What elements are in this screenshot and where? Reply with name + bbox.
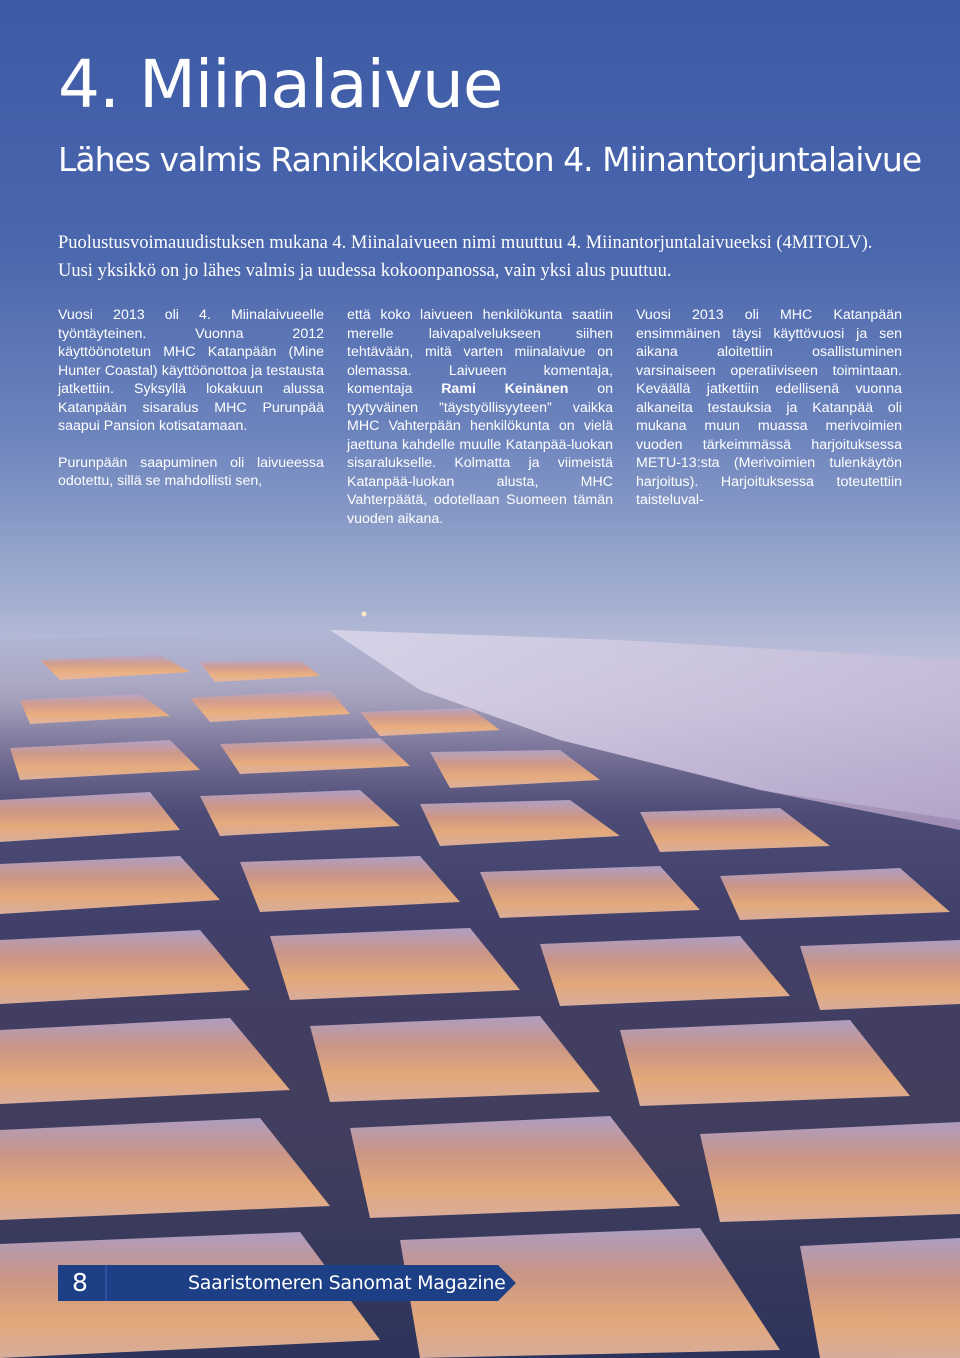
column-2-text-end: on tyytyväinen ”täystyöllisyyteen” vaikka MHC Vahterpään henkilökunta on vielä jaettuna kahdelle muulle Katanpää-luokan sisaralukselle. Kolmatta ja viimeistä Katanpää-luokan alusta, MHC Vahterpäätä, odotellaan Suomeen tämän vuoden aikana. bbox=[347, 381, 613, 527]
page-title: 4. Miinalaivue bbox=[58, 46, 503, 123]
page-subtitle: Lähes valmis Rannikkolaivaston 4. Miinantorjuntalaivue bbox=[58, 140, 922, 179]
commander-name: Rami Keinänen bbox=[441, 381, 569, 397]
page-number: 8 bbox=[72, 1268, 88, 1297]
column-2-text-start: että koko laivueen henkilökunta saatiin merelle laivapalvelukseen siihen tehtävään, mitä varten miinalaivue on olemassa. Laivueen komentaja, komentaja bbox=[347, 307, 613, 397]
column-3-paragraph-1: Vuosi 2013 oli MHC Katanpään ensimmäinen täysi käyttövuosi ja sen aikana aloitettiin osallistuminen varsinaiseen operatiiviseen toimintaan. Keväällä jatkettiin edellisenä vuonna alkaneita testauksia ja Katanpää oli mukana muun muassa merivoimien vuoden tärkeimmässä harjoituksessa METU-13:sta (Merivoimien tulenkäytön harjoitus). Harjoituksessa toteutettiin taisteluval- bbox=[636, 307, 902, 508]
distant-light bbox=[362, 612, 367, 617]
text-column-1 bbox=[58, 306, 324, 509]
column-1-paragraph-1: Vuosi 2013 oli 4. Miinalaivueelle työntäyteinen. Vuonna 2012 käyttöönotetun MHC Katanpään (Mine Hunter Coastal) käyttöönottoa ja testausta jatkettiin. Syksyllä lokakuun alussa Katanpään sisaralus MHC Purunpää saapui Pansion kotisatamaan. bbox=[58, 307, 324, 434]
magazine-name: Saaristomeren Sanomat Magazine bbox=[188, 1272, 506, 1294]
column-1-paragraph-2: Purunpään saapuminen oli laivueessa odotettu, sillä se mahdollisti sen, bbox=[58, 454, 324, 489]
lead-paragraph: Puolustusvoimauudistuksen mukana 4. Miinalaivueen nimi muuttuu 4. Miinantorjuntalaivueeksi (4MITOLV). Uusi yksikkö on jo lähes valmis ja uudessa kokoonpanossa, vain yksi alus puuttuu. bbox=[58, 233, 873, 281]
column-2-paragraph-1 bbox=[347, 306, 613, 528]
text-column-3 bbox=[636, 306, 902, 528]
page-footer bbox=[58, 1265, 516, 1301]
text-column-2 bbox=[347, 306, 613, 546]
